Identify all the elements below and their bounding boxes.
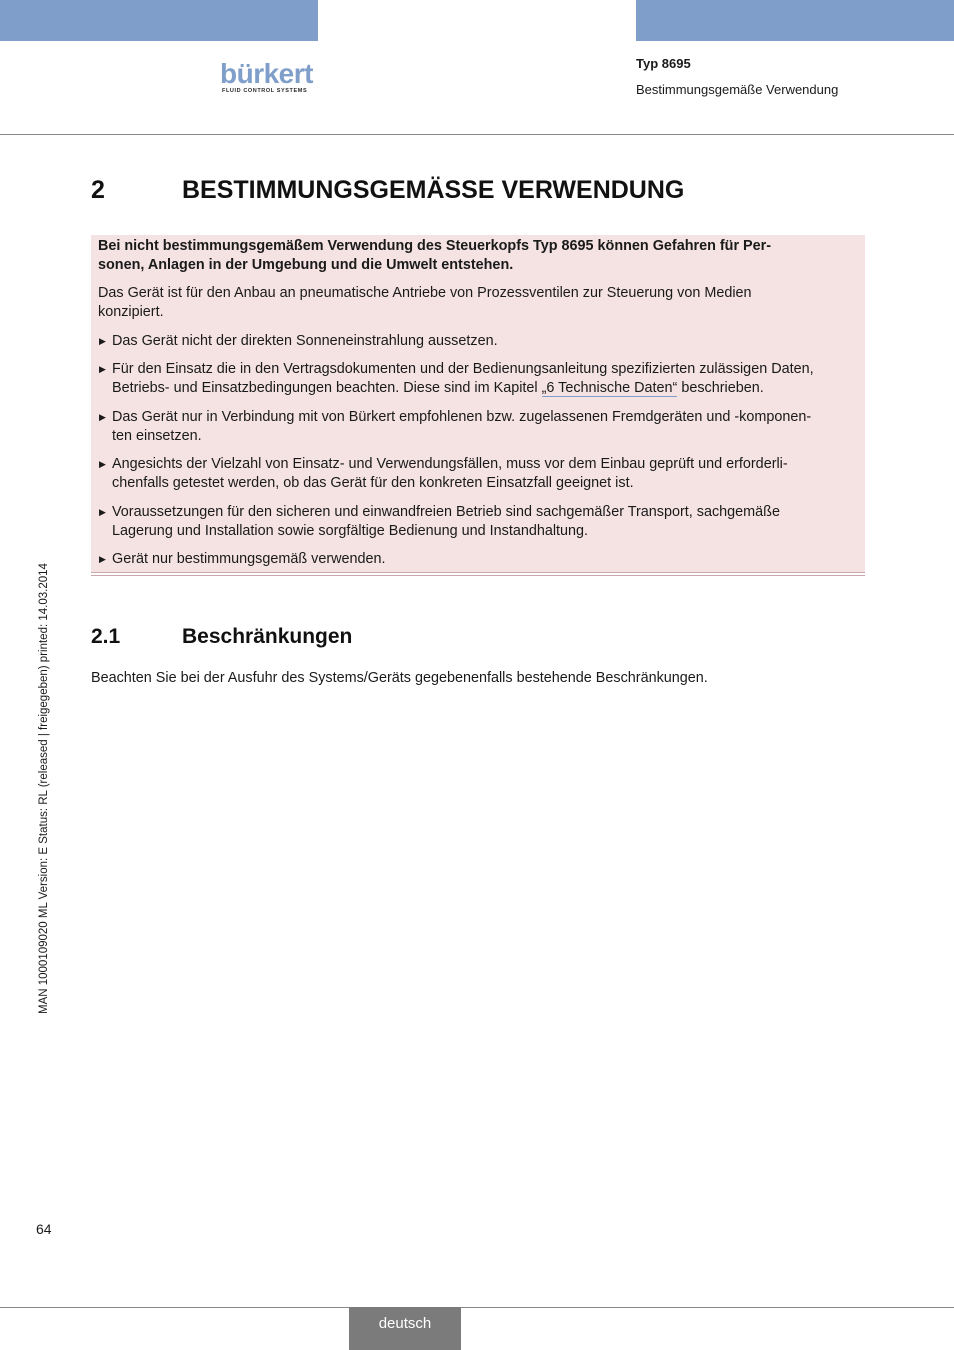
warning-intro-line-1: Das Gerät ist für den Anbau an pneumatische Antriebe von Prozessventilen zur Steuerung von Medien: [98, 285, 752, 301]
list-item-text: Angesichts der Vielzahl von Einsatz- und Verwendungsfällen, muss vor dem Einbau geprüft und erforderli-: [112, 456, 788, 472]
list-item: [98, 455, 858, 493]
header-subtitle: Bestimmungsgemäße Verwendung: [636, 82, 839, 97]
list-item: [98, 503, 858, 541]
list-item-text-line-2: chenfalls getestet werden, ob das Gerät für den konkreten Einsatzfall geeignet ist.: [112, 475, 634, 491]
list-item-text-line-2: ten einsetzen.: [112, 428, 202, 444]
warning-bold-line-1: Bei nicht bestimmungsgemäßem Verwendung des Steuerkopfs Typ 8695 können Gefahren für Per-: [98, 238, 772, 254]
warning-box: [91, 235, 865, 573]
list-item-text-segment: beschrieben.: [677, 380, 764, 396]
list-item-text-line-2: Lagerung und Installation sowie sorgfältige Bedienung und Instandhaltung.: [112, 523, 589, 539]
bullet-arrow-icon: ▶: [99, 412, 106, 422]
header-typ: Typ 8695: [636, 56, 691, 71]
warning-intro-line-2: konzipiert.: [98, 304, 164, 320]
document-id-sidebar: MAN 1000109020 ML Version: E Status: RL (released | freigegeben) printed: 14.03.2014: [38, 563, 50, 1014]
chapter-number: 2: [91, 176, 105, 204]
logo-wordmark: bürkert: [220, 58, 313, 89]
top-accent-bar-left: [0, 0, 318, 41]
chapter-title: BESTIMMUNGSGEMÄSSE VERWENDUNG: [182, 176, 685, 204]
list-item-text: Voraussetzungen für den sicheren und einwandfreien Betrieb sind sachgemäßer Transport, sachgemäße: [112, 504, 780, 520]
page-number: 64: [36, 1221, 52, 1237]
top-accent-bar-right: [636, 0, 954, 41]
list-item-text: Das Gerät nicht der direkten Sonneneinstrahlung aussetzen.: [112, 333, 498, 349]
section-body: Beachten Sie bei der Ausfuhr des Systems/Geräts gegebenenfalls bestehende Beschränkungen.: [91, 670, 708, 686]
list-item: [98, 332, 858, 351]
list-item-text-line-2: [112, 379, 858, 398]
list-item: [98, 408, 858, 446]
chapter-6-link[interactable]: „6 Technische Daten“: [541, 380, 678, 396]
bullet-arrow-icon: ▶: [99, 364, 106, 374]
header-divider: [0, 134, 954, 135]
list-item: [98, 360, 858, 398]
list-item-text: Gerät nur bestimmungsgemäß verwenden.: [112, 551, 386, 567]
bullet-arrow-icon: ▶: [99, 336, 106, 346]
bullet-arrow-icon: ▶: [99, 554, 106, 564]
logo-tagline: FLUID CONTROL SYSTEMS: [222, 88, 308, 94]
list-item-text: Für den Einsatz die in den Vertragsdokumenten und der Bedienungsanleitung spezifizierten zulässigen Daten,: [112, 361, 814, 377]
warning-bold-line-2: sonen, Anlagen in der Umgebung und die Umwelt entstehen.: [98, 257, 514, 273]
footer-divider: [0, 1307, 954, 1308]
language-tab: deutsch: [349, 1307, 461, 1350]
burkert-logo: [220, 58, 320, 98]
list-item: [98, 550, 858, 569]
section-number: 2.1: [91, 625, 121, 648]
bullet-arrow-icon: ▶: [99, 507, 106, 517]
list-item-text: Das Gerät nur in Verbindung mit von Bürkert empfohlenen bzw. zugelassenen Fremdgeräten und -komponen-: [112, 409, 812, 425]
list-item-text-segment: Betriebs- und Einsatzbedingungen beachten. Diese sind im Kapitel: [112, 380, 542, 396]
bullet-arrow-icon: ▶: [99, 459, 106, 469]
section-title: Beschränkungen: [182, 625, 353, 648]
